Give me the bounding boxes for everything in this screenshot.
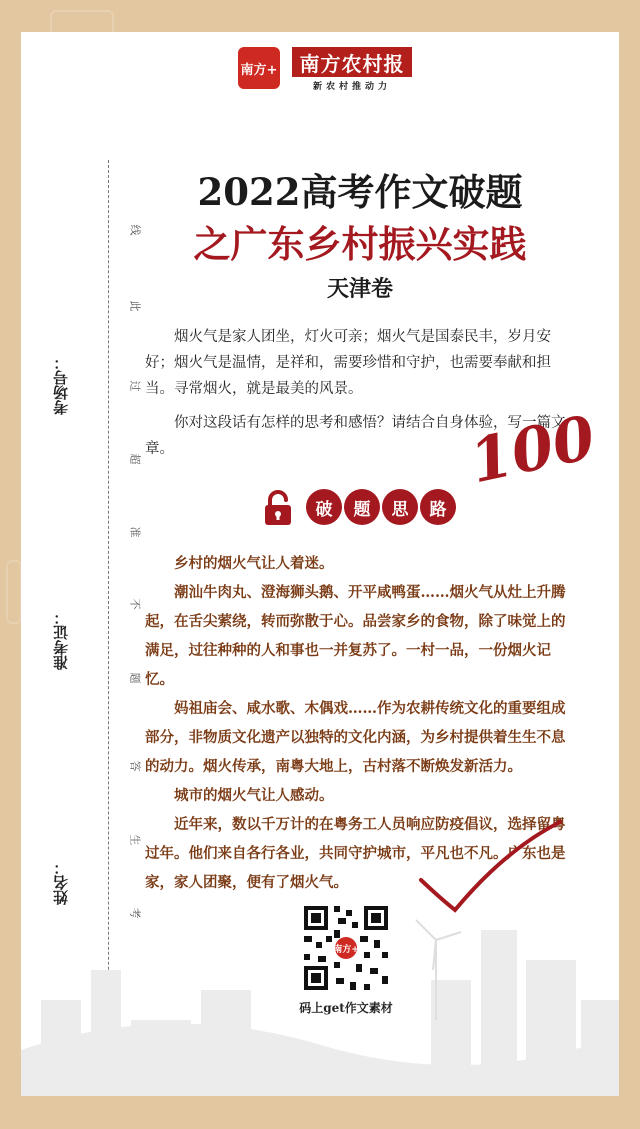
brand-slogan: 新农村推动力	[312, 82, 391, 92]
section-heading-char: 破	[306, 489, 342, 525]
analysis-paragraph: 近年来，数以千万计的在粤务工人员响应防疫倡议，选择留粤过年。他们来自各行各业，共同守护城市，平凡也不凡。广东也是家，家人团聚，便有了烟火气。	[145, 816, 566, 891]
binding-notice-char: 生	[128, 834, 142, 846]
ticket-label: 准考证：	[52, 610, 70, 670]
section-heading-char: 题	[344, 489, 380, 525]
unlock-icon	[262, 490, 294, 526]
brand-logo: 南方农村报	[292, 47, 412, 77]
background-decoration	[6, 560, 22, 624]
page-subtitle: 之广东乡村振兴实践	[193, 222, 527, 266]
score-mark: 100	[464, 402, 602, 498]
checkmark-icon	[415, 810, 565, 920]
qr-code[interactable]	[300, 902, 392, 994]
binding-notice-char: 线	[128, 224, 142, 236]
binding-notice-char: 题	[128, 672, 142, 684]
binding-notice-char: 准	[128, 526, 142, 538]
analysis-paragraph: 妈祖庙会、咸水歌、木偶戏……作为农耕传统文化的重要组成部分，非物质文化遗产以独特的文化内涵，为乡村提供着生生不息的动力。烟火传承，南粤大地上，古村落不断焕发新活力。	[145, 700, 566, 775]
page-title: 2022高考作文破题	[197, 170, 523, 214]
exam-paper-name: 天津卷	[326, 276, 393, 302]
binding-notice-char: 此	[128, 300, 142, 312]
analysis-paragraph: 城市的烟火气让人感动。	[174, 787, 334, 804]
analysis-paragraph: 潮汕牛肉丸、澄海狮头鹅、开平咸鸭蛋……烟火气从灶上升腾起，在舌尖萦绕，转而弥散于心。品尝家乡的食物，除了味觉上的满足，过往种种的人和事也一并复苏了。一村一品，一份烟火记忆。	[145, 584, 566, 688]
prompt-paragraph: 你对这段话有怎样的思考和感悟？请结合自身体验，写一篇文章。	[145, 415, 566, 457]
prompt-paragraph: 烟火气是家人团坐，灯火可亲；烟火气是国泰民丰，岁月安好；烟火气是温情，是祥和，需要珍惜和守护，也需要奉献和担当。寻常烟火，就是最美的风景。	[145, 329, 551, 397]
binding-notice-char: 答	[128, 760, 142, 772]
binding-notice-char: 过	[128, 380, 142, 392]
binding-notice-char: 超	[128, 453, 142, 465]
exam-room-label: 考场号：	[52, 355, 70, 415]
binding-notice-char: 不	[128, 598, 142, 610]
binding-notice-char: 考	[128, 907, 142, 919]
qr-caption: 码上get作文素材	[299, 1001, 393, 1015]
section-heading-char: 路	[420, 489, 456, 525]
name-label: 姓名：	[52, 860, 70, 905]
section-heading-char: 思	[382, 489, 418, 525]
app-logo: 南方+	[238, 47, 280, 89]
analysis-paragraph: 乡村的烟火气让人着迷。	[174, 555, 334, 572]
qr-center-badge: 南方+	[333, 945, 359, 955]
